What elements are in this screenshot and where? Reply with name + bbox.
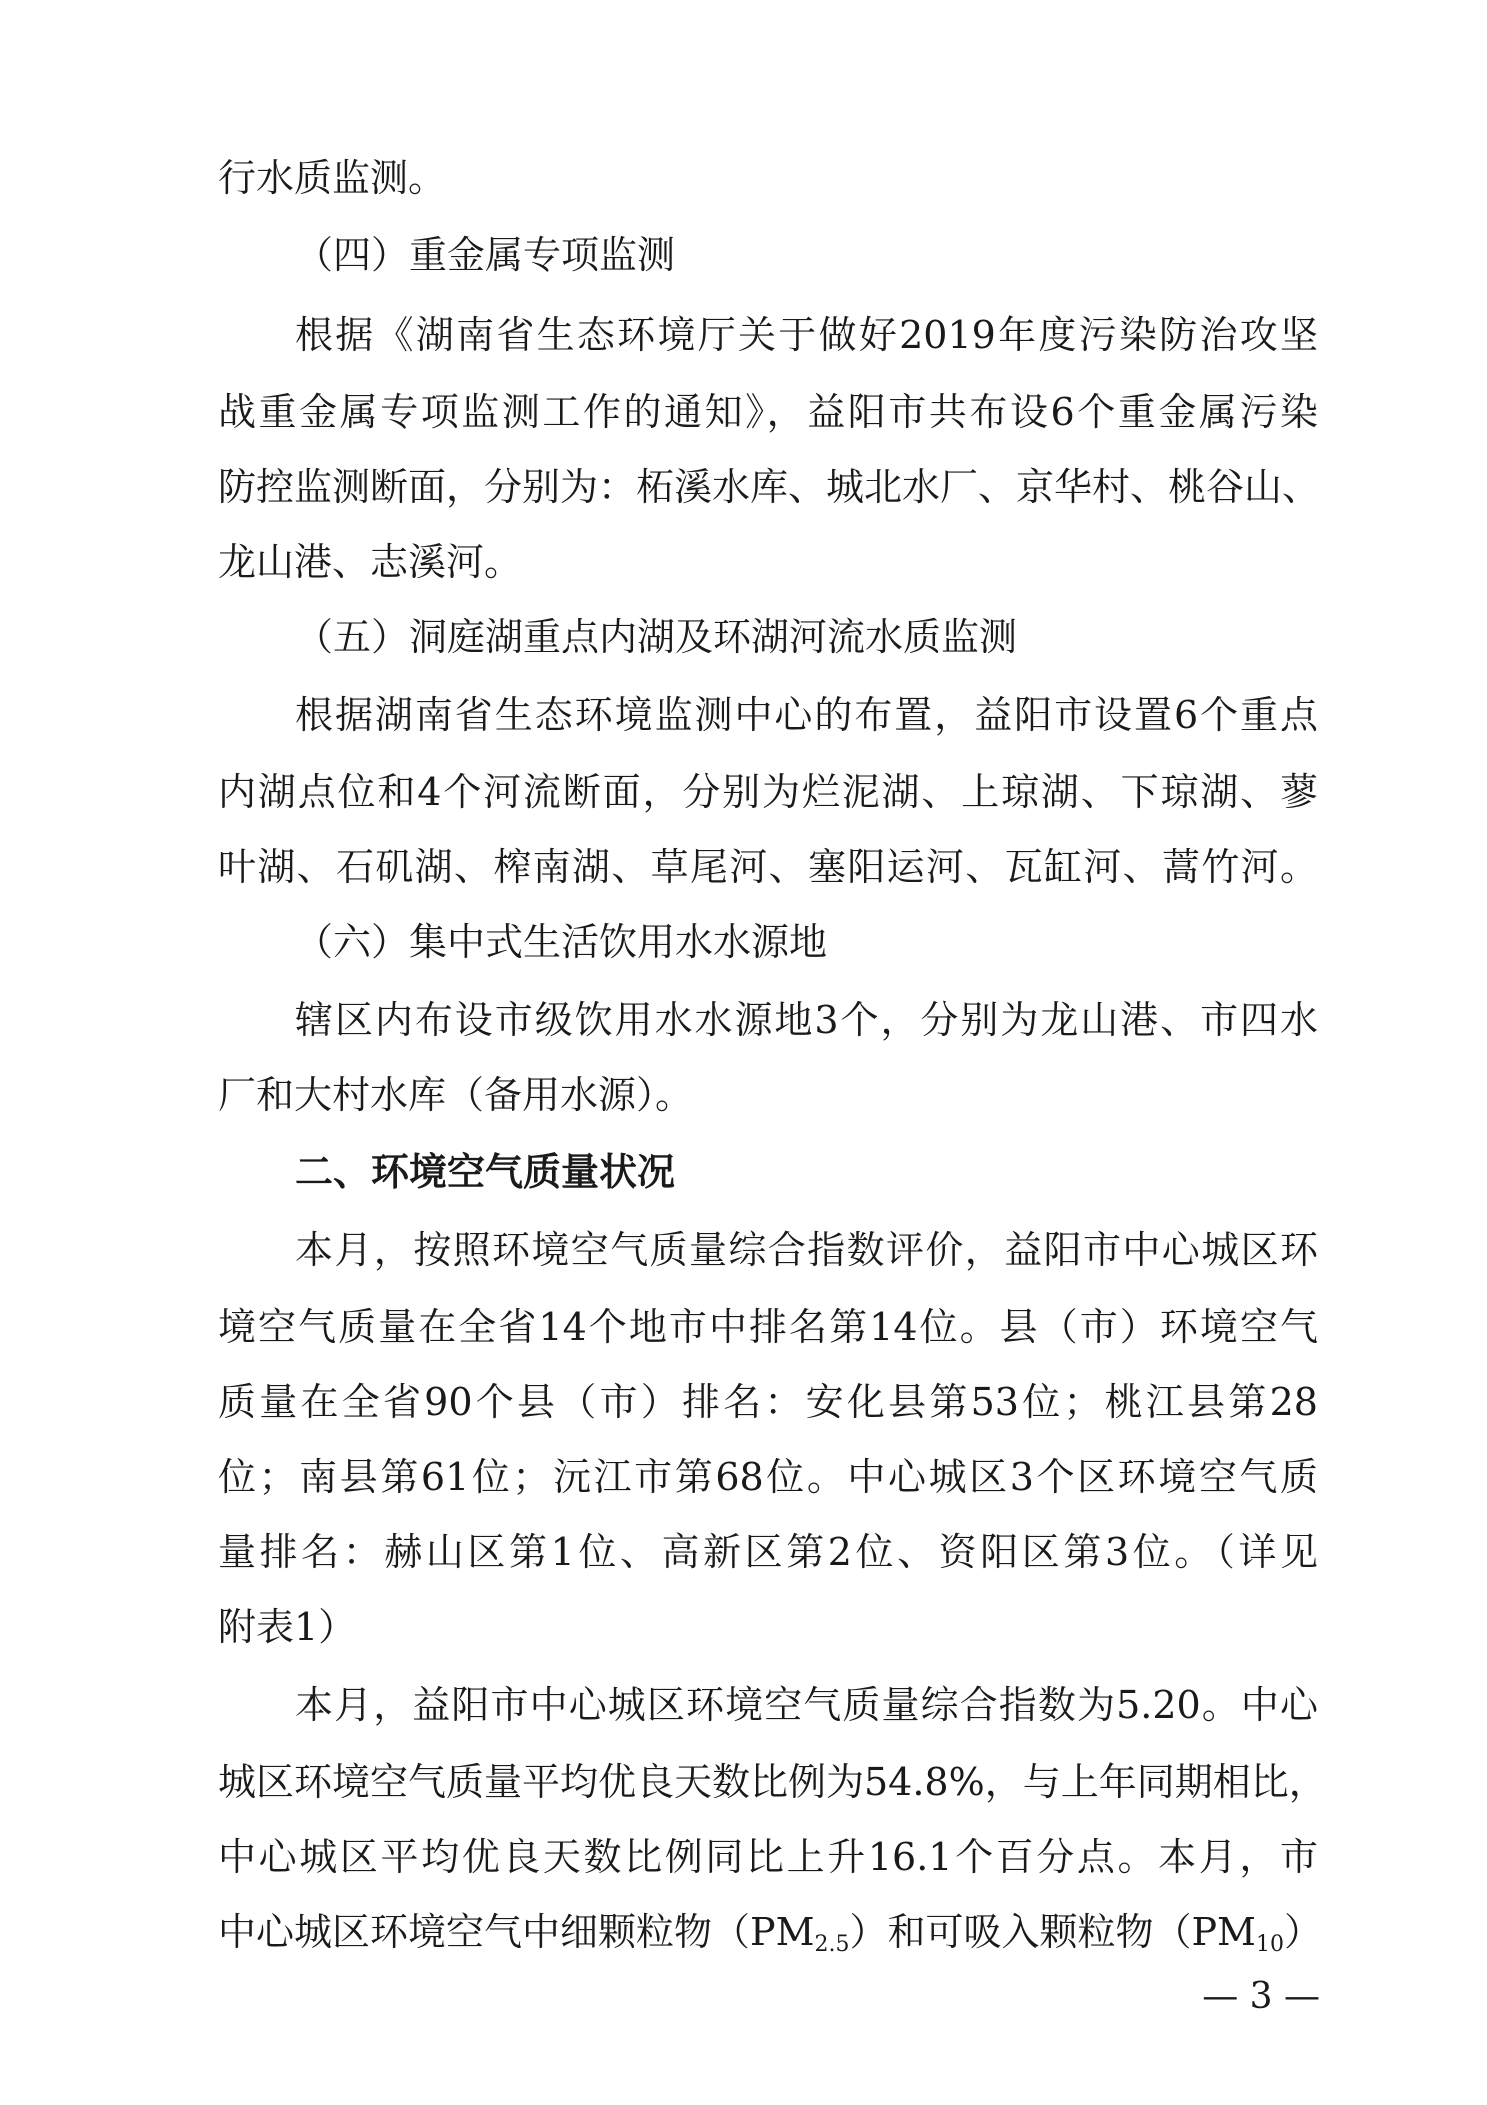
paragraph-line: 防控监测断面，分别为：柘溪水库、城北水厂、京华村、桃谷山、 <box>218 465 1321 509</box>
chapter-heading-air-quality: 二、环境空气质量状况 <box>295 1150 676 1194</box>
paragraph-line: 龙山港、志溪河。 <box>218 540 523 584</box>
paragraph-line: 内湖点位和4个河流断面，分别为烂泥湖、上琼湖、下琼湖、蓼 <box>218 770 1318 814</box>
paragraph-line-pm: 中心城区环境空气中细颗粒物$(PM_{2.5})$和可吸入颗粒物$(PM_{10})$ <box>218 1910 1322 1957</box>
paragraph-line: 叶湖、石矶湖、榨南湖、草尾河、塞阳运河、瓦缸河、蒿竹河。 <box>218 845 1318 889</box>
page-number: — 3 — <box>1202 1976 1320 2017</box>
section-heading-six: （六）集中式生活饮用水水源地 <box>295 920 828 964</box>
paragraph-line: 根据《湖南省生态环境厅关于做好2019年度污染防治攻坚 <box>295 313 1318 357</box>
paragraph-line: 质量在全省90个县（市）排名：安化县第53位；桃江县第28 <box>218 1380 1318 1424</box>
paragraph-line: 附表1） <box>218 1605 357 1649</box>
section-heading-five: （五）洞庭湖重点内湖及环湖河流水质监测 <box>295 615 1018 659</box>
paragraph-line: 量排名：赫山区第1位、高新区第2位、资阳区第3位。（详见 <box>218 1530 1318 1574</box>
paragraph-line: 辖区内布设市级饮用水水源地3个，分别为龙山港、市四水 <box>295 998 1318 1042</box>
section-heading-four: （四）重金属专项监测 <box>295 233 676 277</box>
paragraph-line: 境空气质量在全省14个地市中排名第14位。县（市）环境空气 <box>218 1305 1318 1349</box>
paragraph-line: 厂和大村水库（备用水源）。 <box>218 1073 694 1117</box>
paragraph-line: 本月，益阳市中心城区环境空气质量综合指数为5.20。中心 <box>295 1683 1318 1727</box>
paragraph-line: 本月，按照环境空气质量综合指数评价，益阳市中心城区环 <box>295 1228 1318 1272</box>
paragraph-line: 行水质监测。 <box>218 156 447 200</box>
paragraph-line: 中心城区平均优良天数比例同比上升16.1个百分点。本月，市 <box>218 1835 1318 1879</box>
paragraph-line: 战重金属专项监测工作的通知》，益阳市共布设6个重金属污染 <box>218 390 1318 434</box>
paragraph-line: 位；南县第61位；沅江市第68位。中心城区3个区环境空气质 <box>218 1455 1318 1499</box>
paragraph-line: 城区环境空气质量平均优良天数比例为54.8%，与上年同期相比， <box>218 1760 1327 1804</box>
paragraph-line: 根据湖南省生态环境监测中心的布置，益阳市设置6个重点 <box>295 693 1318 737</box>
